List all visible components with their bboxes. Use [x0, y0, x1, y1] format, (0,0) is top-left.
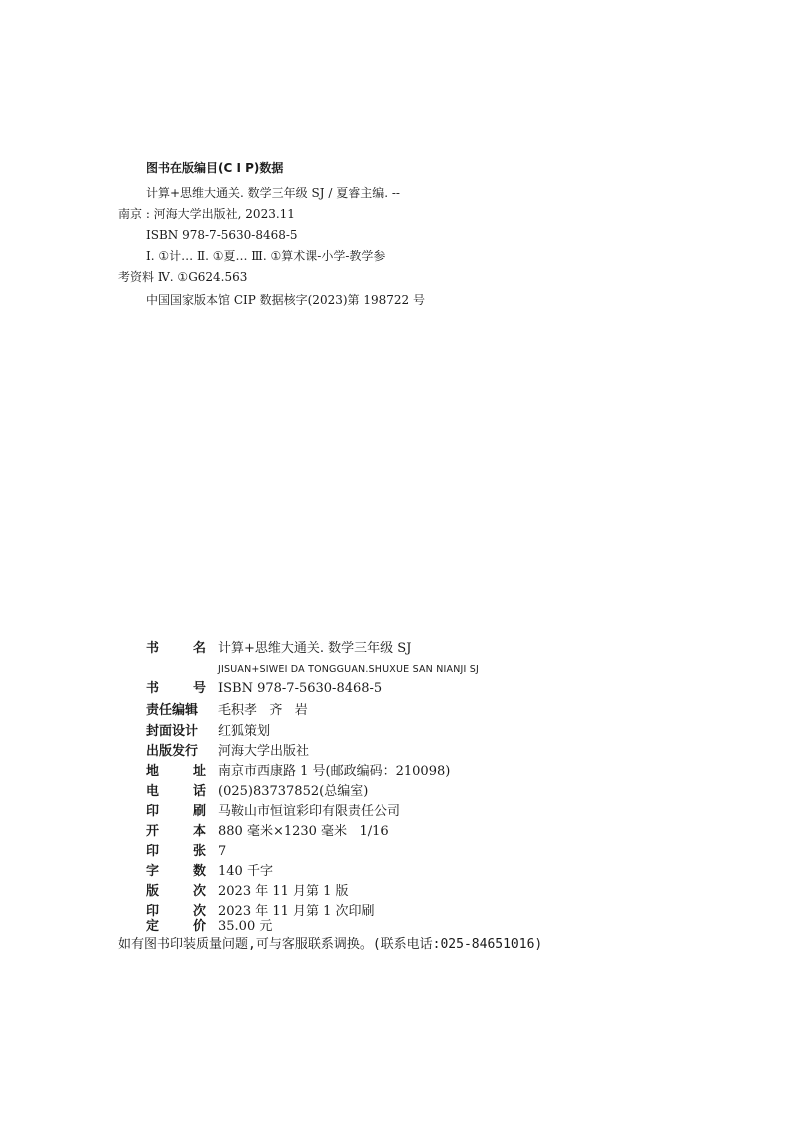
- value-format: 880 毫米×1230 毫米 1/16: [218, 824, 389, 839]
- label-char: 号: [192, 681, 206, 696]
- label-phone: [146, 783, 206, 801]
- label-char: 张: [192, 844, 206, 859]
- label-char: 次: [192, 884, 206, 899]
- label-sheets: [146, 843, 206, 861]
- label-char: 书: [146, 681, 160, 696]
- value-edition: 2023 年 11 月第 1 版: [218, 884, 349, 899]
- value-address: 南京市西康路 1 号(邮政编码：210098): [218, 764, 451, 779]
- label-char: 址: [192, 764, 206, 779]
- label-char: 话: [192, 784, 206, 799]
- book-name-pinyin: JISUAN+SIWEI DA TONGGUAN.SHUXUE SAN NIANJI SJ: [218, 664, 479, 675]
- label-char: 本: [192, 824, 206, 839]
- service-notice: 如有图书印装质量问题,可与客服联系调换。(联系电话:025-84651016): [118, 937, 543, 952]
- label-address: [146, 763, 206, 781]
- cip-title: 图书在版编目(C I P)数据: [146, 161, 284, 175]
- label-publisher: 出版发行: [146, 744, 199, 759]
- label-editor: 责任编辑: [146, 703, 199, 718]
- value-printer: 马鞍山市恒谊彩印有限责任公司: [218, 804, 401, 819]
- label-price: [146, 918, 206, 936]
- label-char: 数: [192, 864, 206, 879]
- value-book-name: 计算+思维大通关. 数学三年级 SJ: [218, 641, 412, 656]
- label-char: 版: [146, 884, 160, 899]
- value-book-number: ISBN 978-7-5630-8468-5: [218, 681, 383, 696]
- label-book-name: [146, 640, 206, 658]
- value-editor: 毛积孝 齐 岩: [218, 703, 308, 718]
- value-phone: (025)83737852(总编室): [218, 784, 369, 799]
- value-price: 35.00 元: [218, 919, 273, 934]
- label-char: 印: [146, 844, 160, 859]
- label-char: 地: [146, 764, 160, 779]
- value-publisher: 河海大学出版社: [218, 744, 310, 759]
- label-char: 价: [192, 919, 206, 934]
- cip-line-classification-cont: 考资料 Ⅳ. ①G624.563: [118, 270, 248, 284]
- value-sheets: 7: [218, 844, 227, 859]
- label-char: 定: [146, 919, 160, 934]
- label-char: 印: [146, 804, 160, 819]
- label-char: 名: [192, 641, 206, 656]
- label-char: 刷: [192, 804, 206, 819]
- cip-line-record-number: 中国国家版本馆 CIP 数据核字(2023)第 198722 号: [146, 293, 425, 307]
- label-printer: [146, 803, 206, 821]
- label-char: 开: [146, 824, 160, 839]
- label-word-count: [146, 863, 206, 881]
- label-format: [146, 823, 206, 841]
- label-char: 字: [146, 864, 160, 879]
- label-char: 印: [146, 904, 160, 919]
- value-word-count: 140 千字: [218, 864, 273, 879]
- label-edition: [146, 883, 206, 901]
- label-char: 书: [146, 641, 160, 656]
- label-book-number: [146, 680, 206, 698]
- cip-line-title-editor: 计算+思维大通关. 数学三年级 SJ / 夏睿主编. --: [146, 186, 400, 200]
- label-char: 次: [192, 904, 206, 919]
- value-printing: 2023 年 11 月第 1 次印刷: [218, 904, 375, 919]
- value-cover-design: 红狐策划: [218, 724, 271, 739]
- label-char: 电: [146, 784, 160, 799]
- cip-line-isbn: ISBN 978-7-5630-8468-5: [146, 228, 298, 242]
- cip-line-classification: Ⅰ. ①计… Ⅱ. ①夏… Ⅲ. ①算术课-小学-教学参: [146, 249, 386, 263]
- cip-line-publisher: 南京 : 河海大学出版社, 2023.11: [118, 207, 295, 221]
- label-cover-design: 封面设计: [146, 724, 199, 739]
